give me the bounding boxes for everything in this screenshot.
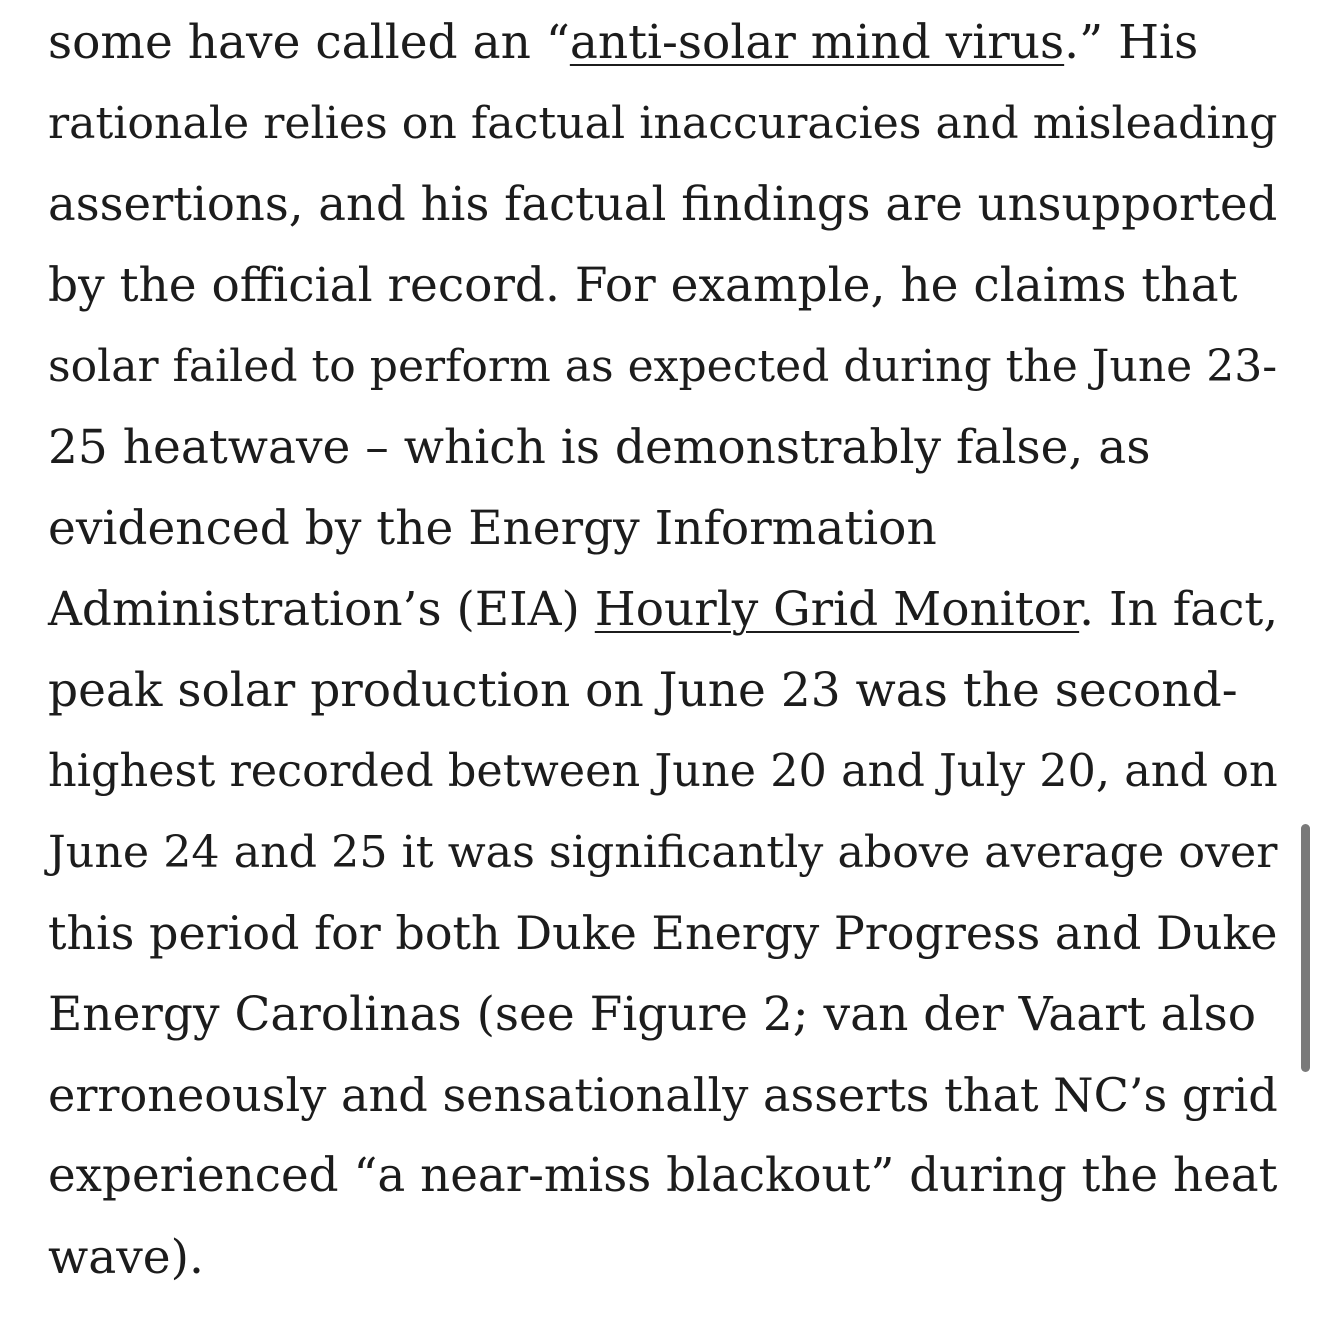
article-paragraph [48, 2, 1278, 1298]
paragraph-line [48, 2, 1278, 83]
paragraph-line: wave). [48, 1230, 204, 1285]
paragraph-line: June 24 and 25 it was significantly above average over [48, 827, 1278, 878]
scrollbar-thumb[interactable] [1301, 824, 1310, 1072]
paragraph-line: solar failed to perform as expected during the June 23- [48, 341, 1278, 392]
anti-solar-mind-virus-link[interactable]: anti-solar mind virus [569, 15, 1065, 70]
paragraph-line: highest recorded between June 20 and July 20, and on [48, 745, 1278, 797]
text-span: .” His [1064, 15, 1199, 70]
paragraph-line: rationale relies on factual inaccuracies and misleading [48, 98, 1278, 149]
paragraph-line: evidenced by the Energy Information [48, 501, 937, 556]
paragraph-line: 25 heatwave – which is demonstrably false, as [48, 420, 1151, 475]
hourly-grid-monitor-link[interactable]: Hourly Grid Monitor [594, 582, 1080, 637]
paragraph-line: experienced “a near-miss blackout” during the heat [48, 1149, 1278, 1203]
text-span: . In fact, [1079, 582, 1279, 637]
paragraph-line [48, 569, 1278, 650]
text-span: Administration’s (EIA) [48, 582, 595, 637]
paragraph-line: assertions, and his factual findings are unsupported [48, 177, 1278, 231]
paragraph-line: by the official record. For example, he claims that [48, 258, 1238, 313]
paragraph-line: Energy Carolinas (see Figure 2; van der Vaart also [48, 987, 1257, 1042]
paragraph-line: erroneously and sensationally asserts that NC’s grid [48, 1068, 1278, 1122]
text-span: some have called an “ [48, 15, 570, 70]
paragraph-line: peak solar production on June 23 was the second- [48, 663, 1238, 718]
paragraph-line: this period for both Duke Energy Progress and Duke [48, 906, 1278, 960]
article-body [48, 0, 1278, 1298]
